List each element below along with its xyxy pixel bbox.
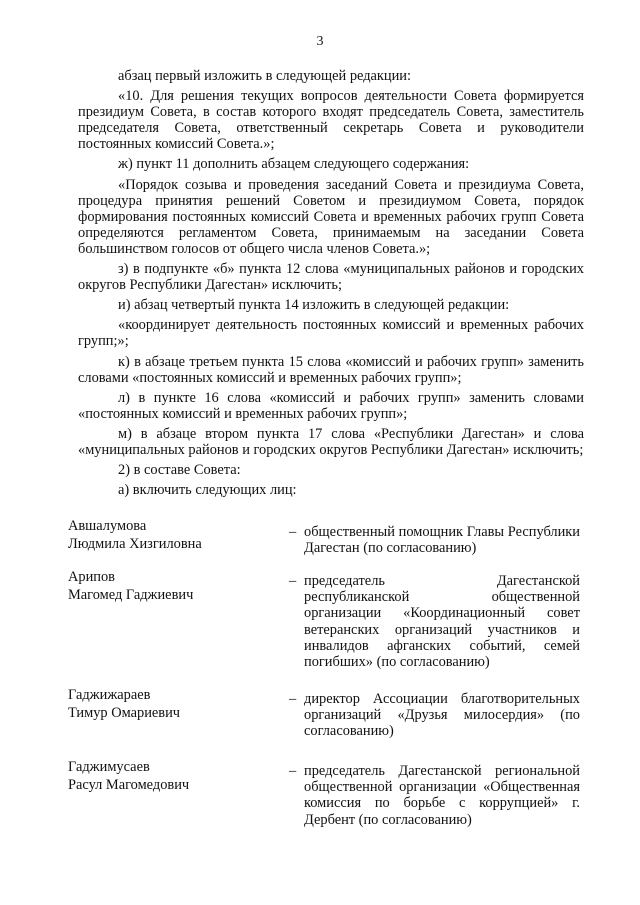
member-surname: Гаджимусаев	[68, 759, 150, 775]
member-surname: Гаджижараев	[68, 687, 151, 703]
member-dash: –	[289, 524, 297, 540]
member-given-names: Магомед Гаджиевич	[68, 587, 194, 603]
member-given-names: Тимур Омариевич	[68, 705, 181, 721]
paragraph: «координирует деятельность постоянных комиссий и временных рабочих групп;»;	[78, 317, 584, 350]
paragraph: з) в подпункте «б» пункта 12 слова «муниципальных районов и городских округов Республики Дагестан» исключить;	[78, 261, 584, 294]
paragraph: л) в пункте 16 слова «комиссий и рабочих групп» заменить словами «постоянных комиссий и временных рабочих групп»;	[78, 389, 584, 422]
paragraph: абзац первый изложить в следующей редакции:	[118, 68, 412, 84]
member-name	[68, 568, 268, 604]
member-name	[68, 686, 268, 722]
document-body	[78, 68, 584, 502]
member-surname: Авшалумова	[68, 518, 147, 534]
member-name	[68, 517, 268, 553]
member-description: председатель Дагестанской региональной общественной организации «Общественная комиссия по борьбе с коррупцией» г. Дербент (по согласованию)	[304, 763, 580, 828]
member-description: председатель Дагестанской республиканской общественной организации «Координационный совет ветеранских организаций участников и инвалидов афганских событий, семей погибших» (по согласованию)	[304, 573, 580, 671]
paragraph: ж) пункт 11 дополнить абзацем следующего содержания:	[118, 156, 470, 173]
paragraph: к) в абзаце третьем пункта 15 слова «комиссий и рабочих групп» заменить словами «постоянных комиссий и временных рабочих групп»;	[78, 353, 584, 386]
page-number: 3	[316, 34, 324, 49]
member-description: общественный помощник Главы Республики Дагестан (по согласованию)	[304, 524, 580, 557]
paragraph: а) включить следующих лиц:	[118, 482, 297, 499]
member-given-names: Людмила Хизгиловна	[68, 536, 202, 552]
paragraph: «Порядок созыва и проведения заседаний Совета и президиума Совета, процедура принятия решений Советом и президиумом Совета, порядок формирования постоянных комиссий Совета и временных рабочих групп Совета определяются регламентом Совета, принимаемым на заседании Совета большинством голосов от общего числа членов Совета.»;	[78, 176, 584, 257]
paragraph: м) в абзаце втором пункта 17 слова «Республики Дагестан» и слова «муниципальных районов и городских округов Республики Дагестан» исключить;	[78, 425, 584, 458]
member-given-names: Расул Магомедович	[68, 777, 190, 793]
member-dash: –	[289, 763, 297, 779]
member-dash: –	[289, 691, 297, 707]
paragraph: 2) в составе Совета:	[118, 462, 241, 479]
member-surname: Арипов	[68, 569, 115, 585]
member-description: директор Ассоциации благотворительных организаций «Друзья милосердия» (по согласованию)	[304, 691, 580, 740]
member-name	[68, 758, 268, 794]
member-dash: –	[289, 573, 297, 589]
paragraph: и) абзац четвертый пункта 14 изложить в следующей редакции:	[118, 297, 510, 314]
paragraph: «10. Для решения текущих вопросов деятельности Совета формируется президиум Совета, в состав которого входят председатель Совета, заместитель председателя Совета, ответственный секретарь Совета и руководители постоянных комиссий Совета.»;	[78, 88, 584, 153]
